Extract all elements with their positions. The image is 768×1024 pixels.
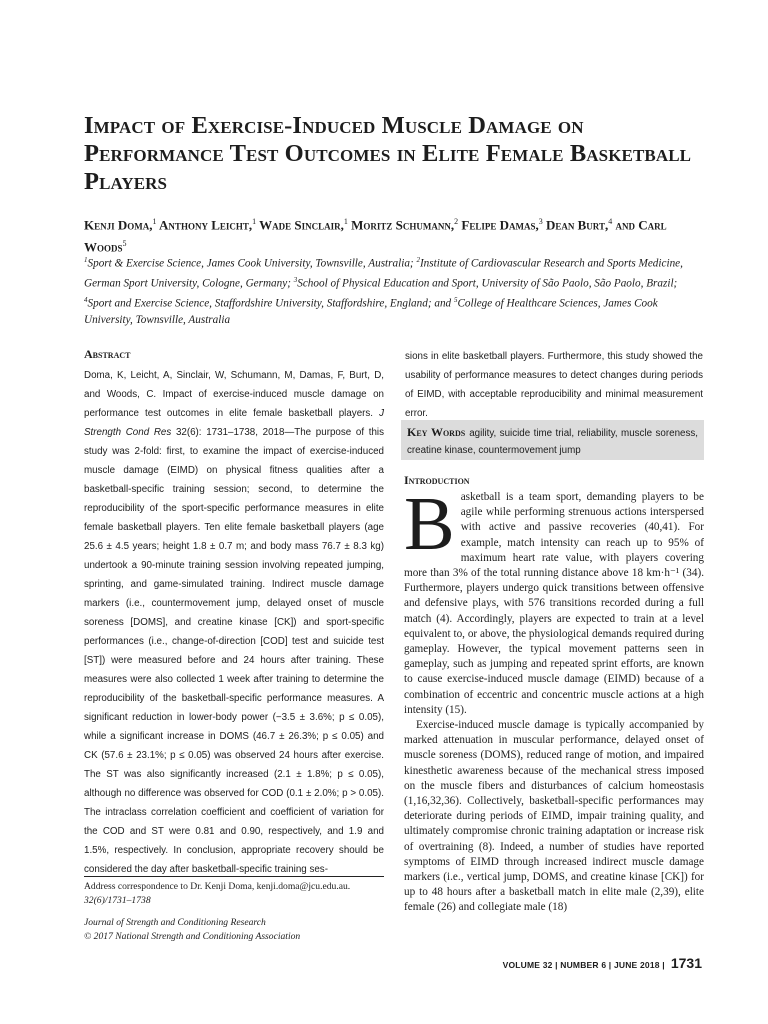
author-name: Moritz Schumann,: [351, 217, 455, 233]
introduction-paragraph-1-text: asketball is a team sport, demanding players to be agile while performing strenuous actions interspersed with active and passive recoveries (40,41). For example, match intensity can reach up to 95% of maximum heart rate value, with players covering more than 3% of the total running distance above 18 km·h⁻¹ (34). Furthermore, players undergo quick transitions between offensive and defensive plays, with 576 transitions recorded during a full match (4). Accordingly, players are expected to train at a level equivalent to, or above, the physiological demands required during gameplay. However, the typical movement patterns seen in gameplay, such as jumping and repeated sprint efforts, are known to cause exercise-induced muscle damage (EIMD) because of a combination of eccentric and concentric muscle actions at a high intensity (15).: [404, 491, 704, 716]
author-name: Dean Burt,: [546, 217, 609, 233]
author-affiliation-marker: 5: [122, 239, 127, 249]
author-name: Anthony Leicht,: [159, 217, 253, 233]
footnote: [84, 880, 384, 944]
affiliation-marker: 4: [84, 295, 88, 304]
author-name: Wade Sinclair,: [259, 217, 344, 233]
key-words-box: [401, 420, 704, 460]
issue-info: VOLUME 32 | NUMBER 6 | JUNE 2018 |: [502, 960, 665, 970]
page-footer: [503, 955, 702, 971]
affiliation-text: College of Healthcare Sciences, James Cook University, Townsville, Australia: [84, 297, 658, 326]
author-affiliation-marker: 2: [454, 217, 459, 226]
introduction-body: [404, 482, 704, 916]
introduction-paragraph-2: Exercise-induced muscle damage is typically accompanied by marked attenuation in muscular performance, delayed onset of muscle soreness (DOMS), reduced range of motion, and impaired kinesthetic awareness because of the mechanical stress imposed on the muscle fibers and disturbances of calcium homeostasis (1,16,32,36). Collectively, basketball-specific performances may deteriorate during periods of EIMD, impair training quality, and ultimately compromise chronic training adaptation or increase risk of overtraining (8). Indeed, a number of studies have reported symptoms of EIMD through increased indirect muscle damage markers (i.e., vertical jump, DOMS, and creatine kinase [CK]) for up to 48 hours after a basketball match in elite male (2,39), elite female (26) and collegiate male (18): [404, 719, 704, 914]
affiliation-text: Sport & Exercise Science, James Cook University, Townsville, Australia;: [87, 257, 417, 270]
article-title: Impact of Exercise-Induced Muscle Damage on Performance Test Outcomes in Elite Female Basketball Players: [84, 112, 692, 195]
author-affiliation-marker: 4: [608, 217, 613, 226]
abstract-citation-lead: Doma, K, Leicht, A, Sinclair, W, Schumann, M, Damas, F, Burt, D, and Woods, C. Impact of exercise-induced muscle damage on performance test outcomes in elite female basketball players.: [84, 370, 384, 419]
author-name: Felipe Damas,: [461, 217, 539, 233]
volume-reference: 32(6)/1731–1738: [84, 895, 151, 906]
affiliations: [84, 252, 704, 328]
author-separator: and: [612, 217, 639, 233]
affiliation-marker: 1: [84, 256, 88, 264]
author-name: Kenji Doma,: [84, 217, 153, 233]
copyright-notice: © 2017 National Strength and Conditioning Association: [84, 931, 301, 942]
affiliation-marker: 3: [293, 275, 298, 284]
abstract-continuation: sions in elite basketball players. Furthermore, this study showed the usability of performance measures to detect changes during periods of EIMD, with acceptable reproducibility and minimal measurement error.: [405, 351, 703, 419]
author-list: [84, 212, 704, 257]
key-words-label: Key Words: [407, 425, 466, 439]
abstract-citation-tail: 32(6): 1731–1738, 2018—: [175, 427, 295, 438]
journal-name: Journal of Strength and Conditioning Research: [84, 917, 266, 928]
introduction-paragraph: [404, 482, 704, 718]
abstract-text: [84, 366, 384, 879]
page-number: 1731: [670, 955, 702, 971]
footnote-divider: [84, 876, 384, 877]
key-words-text: agility, suicide time trial, reliability, muscle soreness, creatine kinase, countermovement jump: [407, 428, 698, 456]
drop-cap: B: [404, 482, 455, 566]
introduction-heading: Introduction: [404, 473, 470, 487]
author-affiliation-marker: 3: [538, 217, 543, 226]
correspondence-note: Address correspondence to Dr. Kenji Doma, kenji.doma@jcu.edu.au.: [84, 881, 351, 892]
abstract-heading: Abstract: [84, 347, 131, 361]
abstract-citation-journal: J Strength Cond Res: [84, 408, 384, 438]
abstract-body: The purpose of this study was 2-fold: first, to examine the impact of exercise-induced muscle damage (EIMD) on physical fitness qualities after a basketball-specific training session; second, to determine the reproducibility of the sport-specific performance measures in elite female basketball players. Ten elite female basketball players (age 25.6 ± 4.5 years; height 1.8 ± 0.7 m; and body mass 76.7 ± 8.3 kg) undertook a 90-minute training session involving repeated jumping, sprinting, and game-simulated training. Indirect muscle damage markers (i.e., countermovement jump, delayed onset of muscle soreness [DOMS], and creatine kinase [CK]) and sport-specific performances (i.e., change-of-direction [COD] test and suicide test [ST]) were measured before and 24 hours after training. These measures were also collected 1 week after training to determine the reproducibility of the basketball-specific performance measures. A significant reduction in lower-body power (−3.5 ± 3.6%; p ≤ 0.05), while a significant increase in DOMS (46.7 ± 26.3%; p ≤ 0.05) and CK (57.6 ± 23.1%; p ≤ 0.05) was observed 24 hours after exercise. The ST was also significantly increased (2.1 ± 1.8%; p ≤ 0.05), although no difference was observed for COD (0.1 ± 2.0%; p > 0.05). The intraclass correlation coefficient and coefficient of variation for the COD and ST were 0.81 and 0.90, respectively, and 1.9 and 1.5%, respectively. In conclusion, appropriate recovery should be considered the day after basketball-specific training ses-: [84, 427, 384, 875]
affiliation-text: Institute of Cardiovascular Research and Sports Medicine, German Sport University, Cologne, Germany;: [84, 257, 683, 290]
author-affiliation-marker: 1: [252, 217, 257, 226]
author-name: Carl Woods: [84, 217, 667, 255]
affiliation-text: Sport and Exercise Science, Staffordshire University, Staffordshire, England; and: [87, 297, 454, 310]
author-affiliation-marker: 1: [152, 217, 157, 226]
affiliation-marker: 5: [453, 295, 458, 304]
affiliation-text: School of Physical Education and Sport, University of São Paolo, São Paolo, Brazil;: [297, 277, 678, 290]
affiliation-marker: 2: [416, 256, 420, 264]
author-affiliation-marker: 1: [343, 217, 348, 226]
